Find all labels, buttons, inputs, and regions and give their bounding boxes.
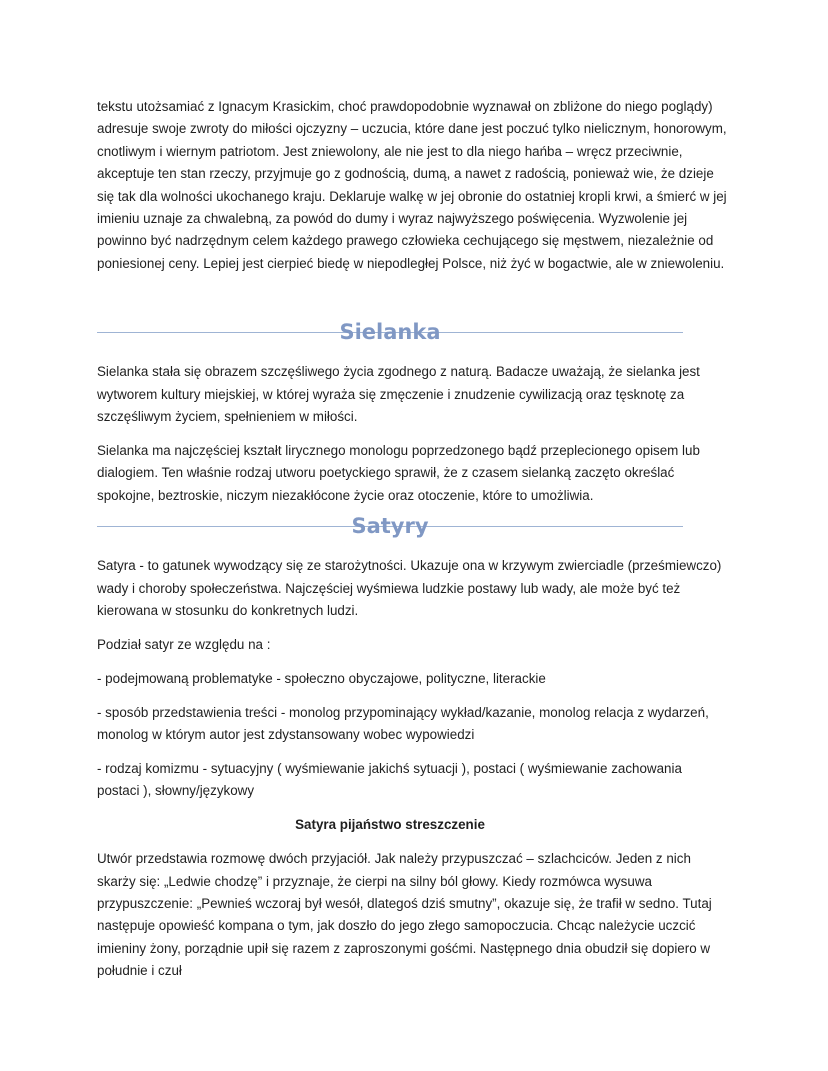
satyry-paragraph: Satyra - to gatunek wywodzący się ze starożytności. Ukazuje ona w krzywym zwierciadle (prześmiewczo) wady i choroby społeczeństwa. Najczęściej wyśmiewa ludzkie postawy lub wady, ale może być też kierowana w stosunku do konkretnych ludzi. — [97, 558, 722, 618]
section-heading-satyry — [97, 511, 683, 541]
section-title-satyry: Satyry — [351, 514, 429, 539]
satyry-paragraph: Podział satyr ze względu na : — [97, 636, 271, 652]
section-title-sielanka: Sielanka — [339, 320, 441, 345]
subsection-title-pijanstwo: Satyra pijaństwo streszczenie — [295, 817, 485, 833]
pijanstwo-paragraph: Utwór przedstawia rozmowę dwóch przyjaciół. Jak należy przypuszczać – szlachciców. Jeden z nich skarży się: „Ledwie chodzę” i przyznaje, że cierpi na silny ból głowy. Kiedy rozmówca wysuwa przypuszczenie: „Pewnieś wczoraj był wesół, dlategoś dziś smutny”, okazuje się, że trafił w sedno. Tutaj następuje opowieść kompana o tym, jak doszło do jego złego samopoczucia. Chcąc należycie uczcić imieniny żony, porządnie upił się razem z zaproszonymi gośćmi. Następnego dnia obudził się dopiero w południe i czuł — [97, 851, 712, 979]
satyry-list-item: - podejmowaną problematyke - społeczno obyczajowe, polityczne, literackie — [97, 670, 546, 686]
document-content — [97, 96, 727, 994]
section-heading-sielanka — [97, 317, 683, 347]
sielanka-paragraph: Sielanka ma najczęściej kształt lirycznego monologu poprzedzonego bądź przeplecionego opisem lub dialogiem. Ten właśnie rodzaj utworu poetyckiego sprawił, że z czasem sielanką zaczęto określać spokojne, beztroskie, niczym niezakłócone życie oraz otoczenie, które to umożliwia. — [97, 442, 700, 503]
satyry-list-item: - rodzaj komizmu - sytuacyjny ( wyśmiewanie jakichś sytuacji ), postaci ( wyśmiewanie zachowania postaci ), słowny/językowy — [97, 761, 682, 799]
intro-paragraph: tekstu utożsamiać z Ignacym Krasickim, choć prawdopodobnie wyznawał on zbliżone do niego poglądy) adresuje swoje zwroty do miłości ojczyzny – uczucia, które dane jest poczuć tylko nielicznym, honorowym, cnotliwym i wiernym patriotom. Jest zniewolony, ale nie jest to dla niego hańba – wręcz przeciwnie, akceptuje ten stan rzeczy, przyjmuje go z godnością, dumą, a nawet z radością, ponieważ wie, że dzieje się tak dla wolności ukochanego kraju. Deklaruje walkę w jej obronie do ostatniej kropli krwi, a śmierć w jej imieniu uznaje za chwalebną, za powód do dumy i wyraz najwyższego poświęcenia. Wyzwolenie jej powinno być nadrzędnym celem każdego prawego człowieka cechującego się męstwem, niezależnie od poniesionej ceny. Lepiej jest cierpieć biedę w niepodległej Polsce, niż żyć w bogactwie, ale w zniewoleniu. — [97, 99, 727, 271]
satyry-list-item: - sposób przedstawienia treści - monolog przypominający wykład/kazanie, monolog relacja z wydarzeń, monolog w którym autor jest zdystansowany wobec wypowiedzi — [97, 704, 709, 743]
sielanka-paragraph: Sielanka stała się obrazem szczęśliwego życia zgodnego z naturą. Badacze uważają, że sielanka jest wytworem kultury miejskiej, w której wyraża się zmęczenie i znudzenie cywilizacją oraz tęsknotę za szczęśliwym życiem, spełnieniem w miłości. — [97, 364, 700, 425]
